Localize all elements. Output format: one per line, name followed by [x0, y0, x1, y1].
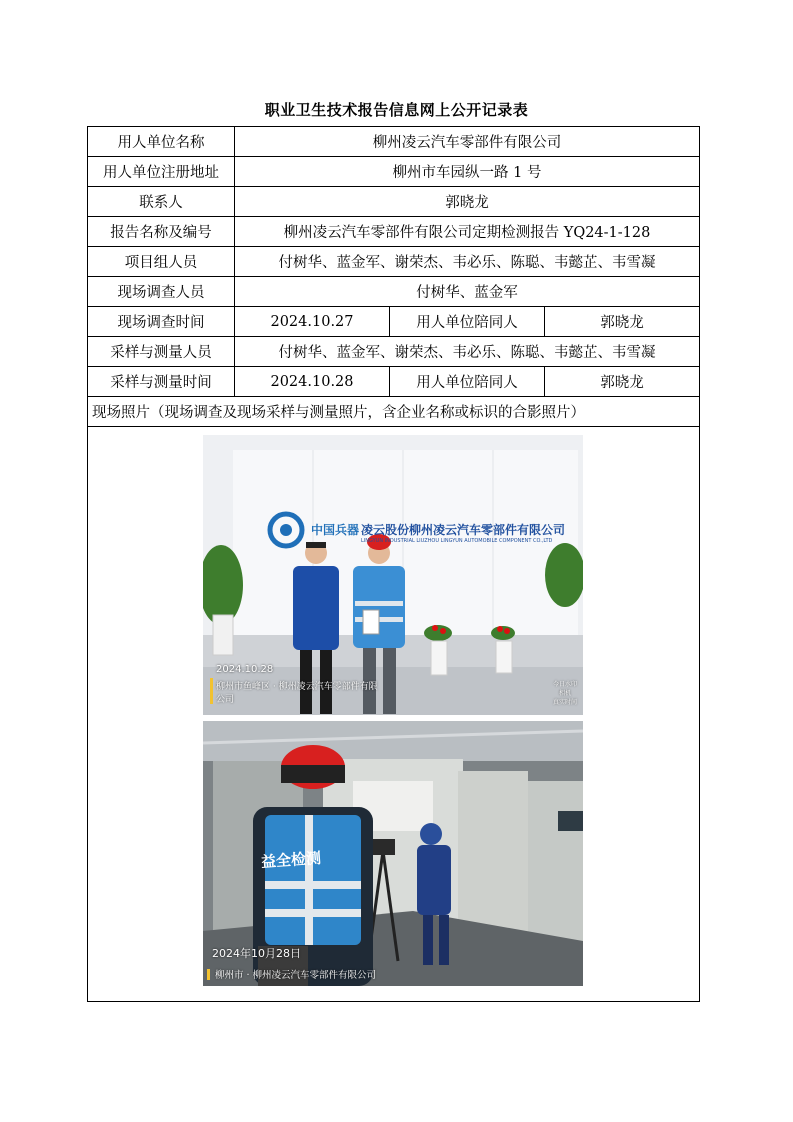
value-report: 柳州凌云汽车零部件有限公司定期检测报告 YQ24-1-128 — [235, 217, 700, 247]
row-photos-heading — [88, 397, 700, 427]
photo1-place-stamp-2: 公司 — [216, 695, 235, 705]
wall-sign-text: 凌云股份柳州凌云汽车零部件有限公司 — [361, 523, 566, 537]
value-sampling-staff: 付树华、蓝金军、谢荣杰、韦必乐、陈聪、韦懿芷、韦雪凝 — [235, 337, 700, 367]
row-employer-address — [88, 157, 700, 187]
label-report: 报告名称及编号 — [88, 217, 235, 247]
watermark-camera: 相机 — [559, 690, 572, 697]
value-employer-address: 柳州市车园纵一路 1 号 — [235, 157, 700, 187]
row-project-team — [88, 247, 700, 277]
wall-sign-english: LINGYUN INDUSTRIAL LIUZHOU LINGYUN AUTOMOBILE COMPONENT CO.,LTD — [361, 538, 553, 544]
vest-print: 益全检测 — [260, 848, 322, 872]
photo2-date-stamp: 2024年10月28日 — [212, 947, 301, 960]
photos-heading: 现场照片（现场调查及现场采样与测量照片，含企业名称或标识的合影照片） — [88, 397, 700, 427]
document-title: 职业卫生技术报告信息网上公开记录表 — [264, 101, 529, 119]
row-report — [88, 217, 700, 247]
label-survey-staff: 现场调查人员 — [88, 277, 235, 307]
group-photo — [203, 435, 583, 715]
row-photos — [88, 427, 700, 1002]
onsite-measurement-photo — [203, 721, 583, 986]
label-sampling-time: 采样与测量时间 — [88, 367, 235, 397]
row-contact — [88, 187, 700, 217]
value-employer-name: 柳州凌云汽车零部件有限公司 — [235, 127, 700, 157]
value-survey-time: 2024.10.27 — [235, 307, 390, 337]
value-sampling-time: 2024.10.28 — [235, 367, 390, 397]
value-survey-companion: 郭晓龙 — [545, 307, 700, 337]
label-sampling-companion: 用人单位陪同人 — [390, 367, 545, 397]
photo2-place-stamp: 柳州市 · 柳州凌云汽车零部件有限公司 — [215, 970, 377, 981]
photo1-place-stamp: 柳州市鱼峰区 · 柳州凌云汽车零部件有限 — [216, 682, 378, 692]
value-project-team: 付树华、蓝金军、谢荣杰、韦必乐、陈聪、韦懿芷、韦雪凝 — [235, 247, 700, 277]
label-project-team: 项目组人员 — [88, 247, 235, 277]
photos-cell — [88, 427, 700, 1002]
label-sampling-staff: 采样与测量人员 — [88, 337, 235, 367]
label-employer-address: 用人单位注册地址 — [88, 157, 235, 187]
record-table — [87, 126, 700, 1002]
value-survey-staff: 付树华、蓝金军 — [235, 277, 700, 307]
photo1-date-stamp: 2024.10.28 — [216, 664, 274, 675]
watermark-app-name: 今日水印 — [553, 681, 578, 688]
row-survey-time — [88, 307, 700, 337]
row-survey-staff — [88, 277, 700, 307]
row-employer-name — [88, 127, 700, 157]
value-contact: 郭晓龙 — [235, 187, 700, 217]
wall-logo-text: 中国兵器 — [311, 523, 360, 537]
row-sampling-time — [88, 367, 700, 397]
label-survey-time: 现场调查时间 — [88, 307, 235, 337]
label-contact: 联系人 — [88, 187, 235, 217]
label-survey-companion: 用人单位陪同人 — [390, 307, 545, 337]
value-sampling-companion: 郭晓龙 — [545, 367, 700, 397]
label-employer-name: 用人单位名称 — [88, 127, 235, 157]
watermark-real-time: 真实时间 — [553, 699, 578, 706]
row-sampling-staff — [88, 337, 700, 367]
